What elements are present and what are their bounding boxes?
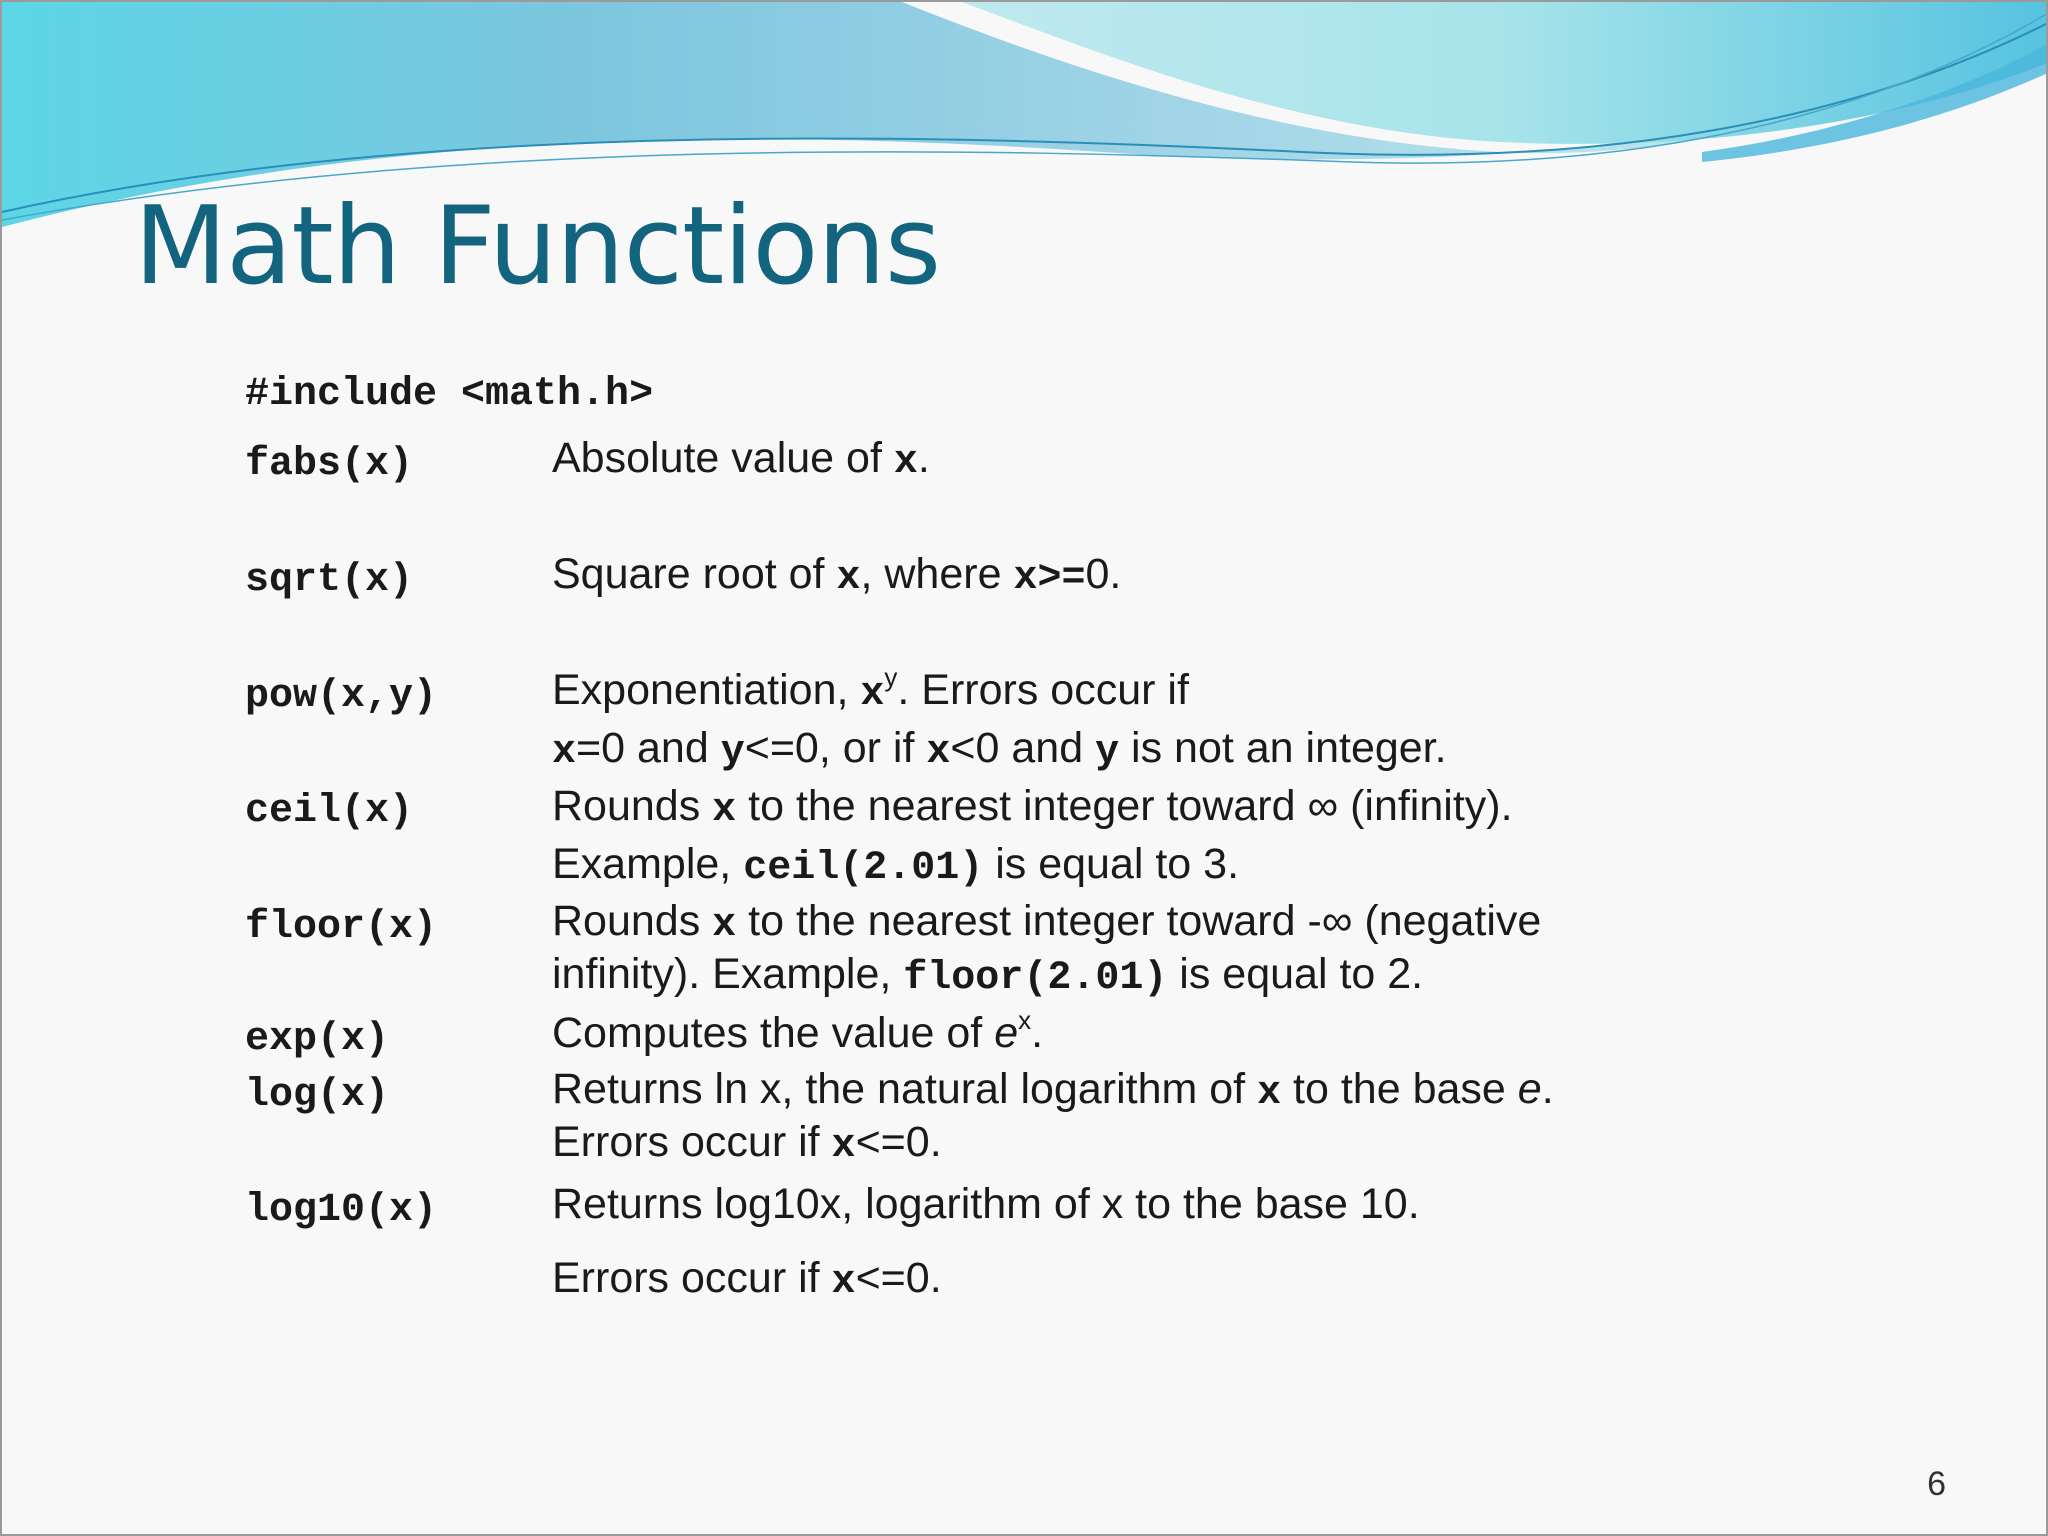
inline-code: x [831,1124,856,1169]
include-directive: #include <math.h> [245,372,654,417]
superscript: y [884,661,898,692]
slide-title: Math Functions [134,184,941,309]
function-description-line [552,950,1423,1001]
inline-code: x [831,1260,856,1305]
description-text: <=0, or if [744,724,927,772]
description-text: Computes the value of [552,1009,995,1057]
description-text: , where [860,550,1014,598]
description-text: Returns ln x, the natural logarithm of [552,1065,1258,1113]
function-description-line [552,1254,942,1305]
description-text: is equal to 2. [1167,950,1424,998]
function-name: exp(x) [245,1017,390,1062]
function-description-line [552,550,1121,601]
description-text: <0 and [950,724,1096,772]
inline-code: x [1257,1071,1282,1116]
inline-code: x [860,672,885,717]
inline-code: x [926,730,951,775]
description-text: Rounds [552,897,713,945]
function-description-line [552,1004,1044,1058]
description-text: to the nearest integer toward ∞ (infinity). [736,782,1513,830]
description-text: <=0. [855,1254,942,1302]
function-name: pow(x,y) [245,674,438,719]
inline-code: x>= [1013,556,1086,601]
description-text: Square root of [552,550,837,598]
superscript: x [1018,1004,1032,1035]
inline-code: y [1095,730,1120,775]
description-text: Errors occur if [552,1118,832,1166]
inline-code: x [893,440,918,485]
inline-code: x [836,556,861,601]
function-description-line [552,782,1513,833]
inline-code: x [712,788,737,833]
description-text: Rounds [552,782,713,830]
description-text: is not an integer. [1119,724,1447,772]
description-text: Example, [552,840,744,888]
function-name: log(x) [245,1073,390,1118]
description-text: Errors occur if [552,1254,832,1302]
function-description-line [552,840,1239,891]
function-description-line [552,724,1447,775]
description-text: infinity). Example, [552,950,904,998]
description-text: =0 and [576,724,721,772]
description-text: Returns log10x, logarithm of x to the base 10. [552,1180,1420,1228]
description-text: is equal to 3. [983,840,1240,888]
inline-code: floor(2.01) [903,956,1168,1001]
page-number: 6 [1927,1465,1946,1503]
description-text: . [1031,1009,1044,1057]
description-text: Absolute value of [552,434,894,482]
description-text: 0. [1085,550,1122,598]
description-text: to the base [1281,1065,1518,1113]
description-text: . [917,434,930,482]
description-text: . [1541,1065,1554,1113]
function-description-line [552,1118,942,1169]
function-name: sqrt(x) [245,558,414,603]
function-name: fabs(x) [245,442,414,487]
description-text: <=0. [855,1118,942,1166]
function-description-line [552,1180,1420,1229]
description-text: . Errors occur if [897,666,1189,714]
inline-code: y [720,730,745,775]
inline-code: x [552,730,577,775]
inline-code: ceil(2.01) [743,846,984,891]
description-text: Exponentiation, [552,666,861,714]
function-description-line [552,1065,1554,1116]
function-name: floor(x) [245,905,438,950]
inline-code: x [712,903,737,948]
italic-text: e [994,1009,1019,1057]
italic-text: e [1517,1065,1542,1113]
function-description-line [552,661,1189,717]
function-description-line [552,897,1541,948]
function-name: ceil(x) [245,789,414,834]
function-name: log10(x) [245,1188,438,1233]
description-text: to the nearest integer toward -∞ (negative [736,897,1542,945]
function-description-line [552,434,930,485]
